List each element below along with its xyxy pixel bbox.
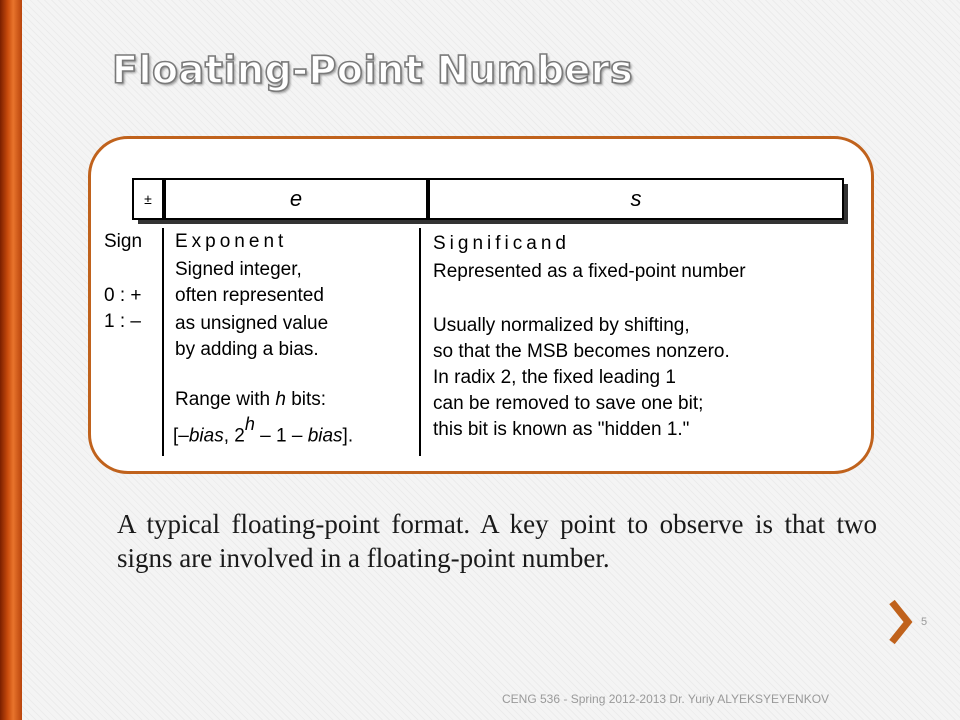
sign-heading: Sign — [104, 231, 143, 252]
range-open: [– — [173, 425, 189, 447]
sign-column-divider — [162, 228, 164, 456]
significand-line: can be removed to save one bit; — [433, 393, 704, 414]
exponent-range-label — [175, 390, 326, 409]
sign-field: ± — [132, 178, 164, 220]
range-mid: , 2 — [223, 425, 245, 447]
exponent-column-divider — [419, 228, 421, 456]
exponent-field: e — [164, 178, 428, 220]
page-number: 5 — [921, 616, 928, 628]
significand-heading: Significand — [433, 233, 570, 254]
exponent-line: as unsigned value — [175, 313, 329, 334]
format-diagram — [132, 178, 842, 218]
range-exponent-h: h — [244, 414, 255, 434]
slide-title: Floating-Point Numbers — [112, 48, 634, 92]
range-suffix: bits: — [285, 389, 327, 410]
significand-line: this bit is known as "hidden 1." — [433, 419, 690, 440]
slide-footer: CENG 536 - Spring 2012-2013 Dr. Yuriy ALYEKSYEYENKOV — [502, 692, 830, 706]
sign-negative-text: 1 : – — [104, 311, 141, 332]
range-minus: – 1 – — [254, 425, 308, 447]
chevron-right-icon — [886, 598, 914, 646]
significand-line: so that the MSB becomes nonzero. — [433, 341, 730, 362]
exponent-line: often represented — [175, 285, 324, 306]
significand-line: Usually normalized by shifting, — [433, 315, 690, 336]
exponent-line: by adding a bias. — [175, 339, 319, 360]
range-bias-2: bias — [307, 425, 343, 447]
left-accent-bar — [0, 0, 22, 720]
significand-line: In radix 2, the fixed leading 1 — [433, 367, 676, 388]
sign-positive-text: 0 : + — [104, 285, 142, 306]
range-close: ]. — [342, 425, 354, 447]
range-h-var: h — [275, 389, 286, 410]
exponent-heading: Exponent — [175, 231, 288, 252]
figure-caption: A typical floating-point format. A key point to observe is that two signs are involved in a floating-point number. — [117, 509, 877, 573]
exponent-range-formula — [173, 414, 354, 447]
range-bias-1: bias — [188, 425, 224, 447]
exponent-line: Signed integer, — [175, 259, 302, 280]
significand-field: s — [428, 178, 844, 220]
significand-line: Represented as a fixed-point number — [433, 261, 746, 282]
range-prefix: Range with — [175, 389, 271, 410]
